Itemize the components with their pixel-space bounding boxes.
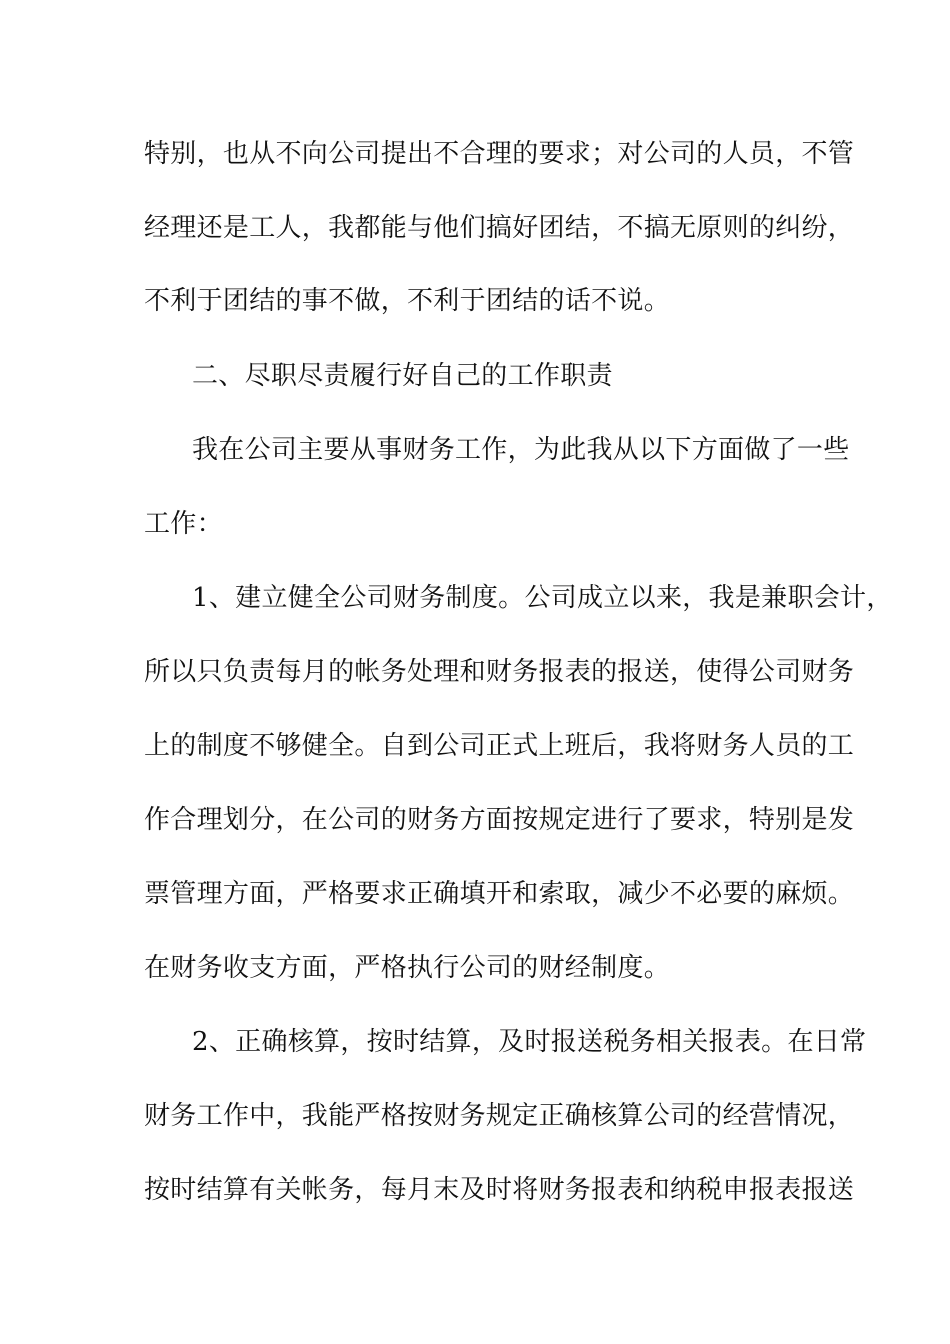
text-line: 作合理划分，在公司的财务方面按规定进行了要求，特别是发 xyxy=(144,805,855,835)
text-line: 不利于团结的事不做，不利于团结的话不说。 xyxy=(144,286,671,316)
text-line: 我在公司主要从事财务工作，为此我从以下方面做了一些 xyxy=(192,435,850,465)
text-line: 票管理方面，严格要求正确填开和索取，减少不必要的麻烦。 xyxy=(144,879,855,909)
section-heading: 二、尽职尽责履行好自己的工作职责 xyxy=(192,361,613,391)
text-line: 1、建立健全公司财务制度。公司成立以来，我是兼职会计， xyxy=(192,583,893,613)
text-line: 财务工作中，我能严格按财务规定正确核算公司的经营情况， xyxy=(144,1101,855,1131)
text-line: 在财务收支方面，严格执行公司的财经制度。 xyxy=(144,953,671,983)
text-line: 工作： xyxy=(144,509,223,539)
text-line: 所以只负责每月的帐务处理和财务报表的报送，使得公司财务 xyxy=(144,657,855,687)
text-line: 按时结算有关帐务，每月末及时将财务报表和纳税申报表报送 xyxy=(144,1175,855,1205)
text-line: 2、正确核算，按时结算，及时报送税务相关报表。在日常 xyxy=(192,1027,867,1057)
text-line: 经理还是工人，我都能与他们搞好团结，不搞无原则的纠纷， xyxy=(144,213,855,243)
text-line: 上的制度不够健全。自到公司正式上班后，我将财务人员的工 xyxy=(144,731,855,761)
text-line: 特别，也从不向公司提出不合理的要求；对公司的人员，不管 xyxy=(144,139,855,169)
